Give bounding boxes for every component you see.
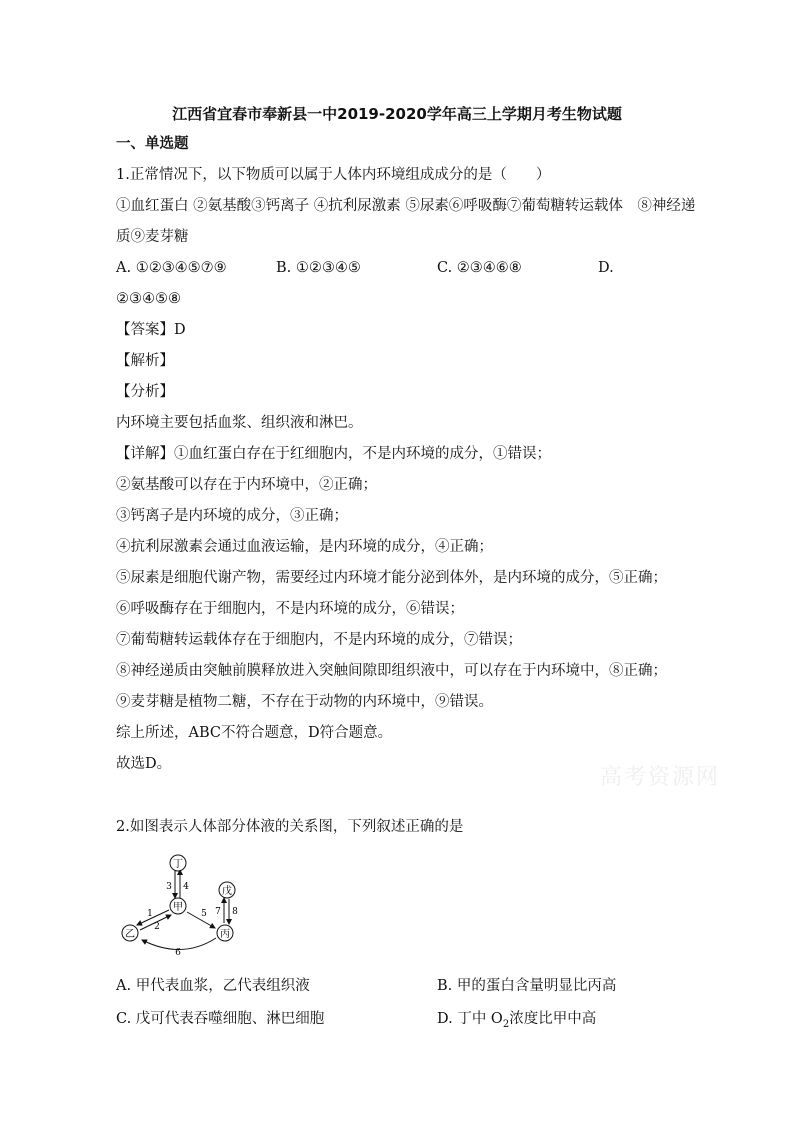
- q1-items-line1: ①血红蛋白 ②氨基酸③钙离子 ④抗利尿激素 ⑤尿素⑥呼吸酶⑦葡萄糖转运载体 ⑧神经递: [116, 198, 696, 214]
- q1-summary: 综上所述，ABC不符合题意，D符合题意。: [116, 725, 393, 741]
- node-ding-label: 丁: [173, 859, 183, 870]
- q1-items-line2: 质⑨麦芽糖: [116, 229, 189, 245]
- arrow-label-4: 4: [183, 882, 189, 892]
- q2-option-d: [437, 1009, 596, 1035]
- q2-option-d-prefix: D. 丁中 O: [437, 1011, 503, 1027]
- arrow-label-3: 3: [166, 882, 172, 892]
- q1-option-d: D.: [598, 260, 614, 276]
- q1-fenxi-label: 【分析】: [116, 384, 174, 400]
- node-bing-label: 丙: [220, 929, 230, 940]
- section-heading: 一、单选题: [116, 136, 189, 152]
- q1-analysis-label: 【解析】: [116, 353, 174, 369]
- arrow-jia-to-yi: [137, 910, 169, 925]
- arrow-label-2: 2: [154, 922, 160, 932]
- q2-option-d-suffix: 浓度比甲中高: [509, 1011, 597, 1027]
- q1-detail-line: ⑧神经递质由突触前膜释放进入突触间隙即组织液中，可以存在于内环境中，⑧正确；: [116, 663, 667, 679]
- q1-detail-line: ⑨麦芽糖是植物二糖，不存在于动物的内环境中，⑨错误。: [116, 694, 493, 710]
- q1-option-c: C. ②③④⑥⑧: [437, 260, 522, 276]
- q1-answer: 【答案】D: [116, 322, 186, 338]
- q1-detail-line: ④抗利尿激素会通过血液运输，是内环境的成分，④正确；: [116, 539, 493, 555]
- q2-stem: 2.如图表示人体部分体液的关系图，下列叙述正确的是: [116, 819, 464, 835]
- q1-detail-line: ⑥呼吸酶存在于细胞内，不是内环境的成分，⑥错误；: [116, 601, 464, 617]
- node-yi-label: 乙: [125, 929, 135, 940]
- arrow-label-6: 6: [175, 948, 181, 958]
- q2-option-d-subscript: 2: [502, 1018, 510, 1030]
- arrow-label-8: 8: [232, 907, 238, 917]
- q1-detail-line: ⑤尿素是细胞代谢产物，需要经过内环境才能分泌到体外，是内环境的成分，⑤正确；: [116, 570, 667, 586]
- arrow-label-1: 1: [147, 909, 153, 919]
- q1-conclusion: 故选D。: [116, 756, 172, 772]
- q2-option-c: C. 戊可代表吞噬细胞、淋巴细胞: [116, 1011, 325, 1027]
- q2-option-a: A. 甲代表血浆，乙代表组织液: [116, 978, 310, 994]
- q1-detail-line: ②氨基酸可以存在于内环境中，②正确；: [116, 477, 377, 493]
- body-fluid-diagram: [112, 848, 252, 958]
- q1-detail-line: 【详解】①血红蛋白存在于红细胞内，不是内环境的成分，①错误；: [116, 446, 551, 462]
- watermark: 高考资源网: [600, 765, 721, 790]
- q2-option-b: B. 甲的蛋白含量明显比丙高: [437, 978, 617, 994]
- q1-option-b: B. ①②③④⑤: [276, 260, 361, 276]
- q1-fenxi-text: 内环境主要包括血浆、组织液和淋巴。: [116, 415, 363, 431]
- arrow-label-7: 7: [215, 907, 221, 917]
- q1-detail-line: ③钙离子是内环境的成分，③正确；: [116, 508, 348, 524]
- q1-detail-line: ⑦葡萄糖转运载体存在于细胞内，不是内环境的成分，⑦错误；: [116, 632, 522, 648]
- page-title: 江西省宜春市奉新县一中2019-2020学年高三上学期月考生物试题: [172, 105, 622, 123]
- node-jia-label: 甲: [173, 902, 183, 913]
- node-wu-label: 戊: [222, 886, 232, 897]
- q1-option-d-continuation: ②③④⑤⑧: [116, 291, 181, 307]
- arrow-label-5: 5: [201, 909, 207, 919]
- q1-stem: 1.正常情况下，以下物质可以属于人体内环境组成成分的是（ ）: [116, 167, 551, 183]
- q1-option-a: A. ①②③④⑤⑦⑨: [116, 260, 227, 276]
